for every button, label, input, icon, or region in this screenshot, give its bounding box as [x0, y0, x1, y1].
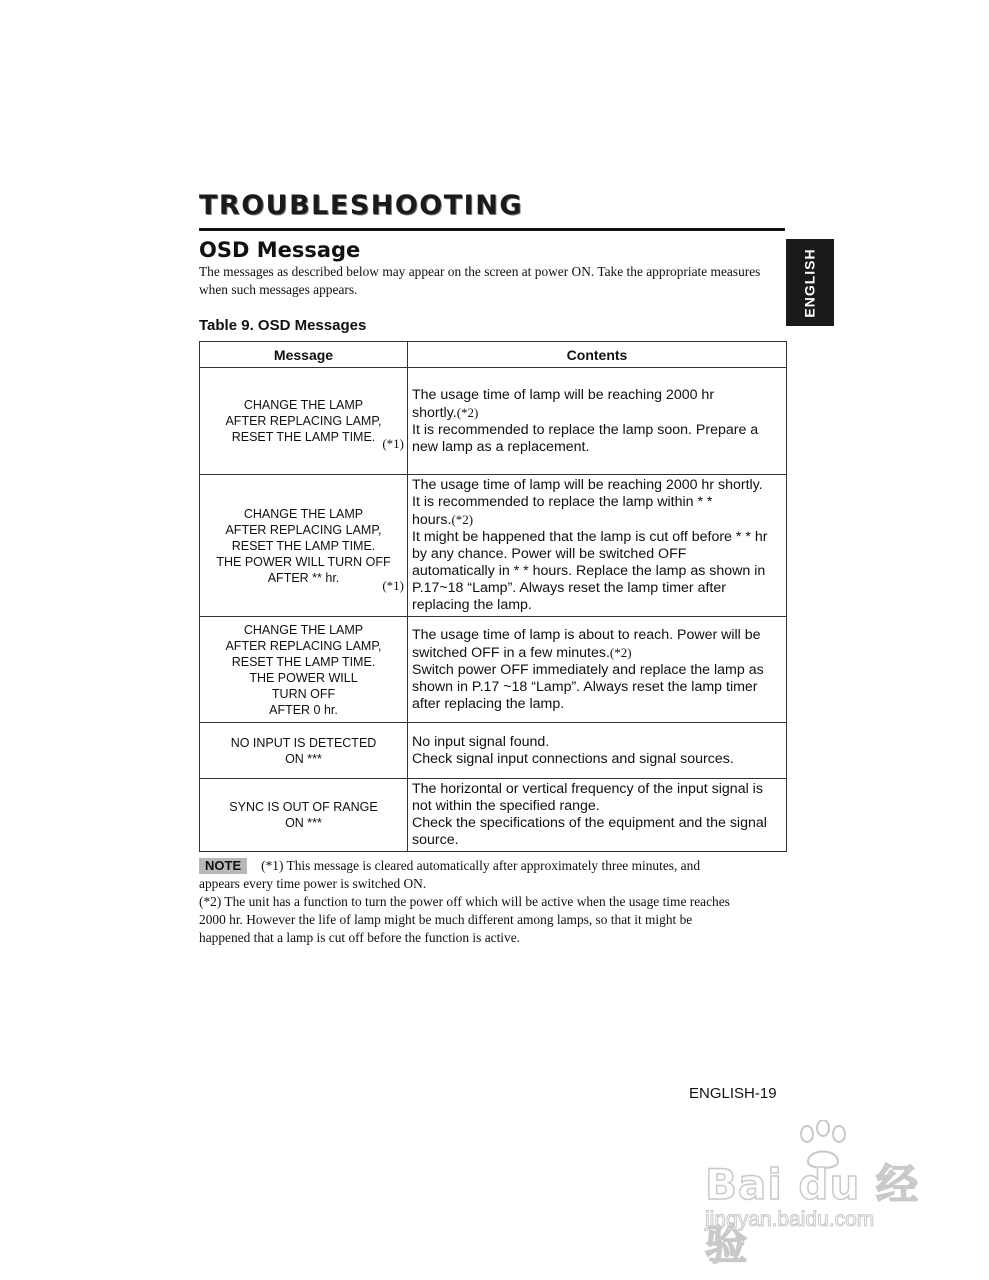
- message-line: AFTER REPLACING LAMP,: [225, 414, 382, 428]
- message-line: CHANGE THE LAMP: [243, 398, 364, 412]
- watermark-url: jingyan.baidu.com: [705, 1208, 875, 1231]
- contents-line: The usage time of lamp is about to reach. Power will be: [412, 626, 761, 643]
- message-line: TURN OFF: [271, 686, 336, 701]
- section-title: OSD Message: [199, 238, 361, 262]
- contents-line: No input signal found.: [412, 733, 550, 750]
- footnote-ref: (*2): [609, 644, 632, 660]
- contents-line: shortly.(*2): [412, 404, 479, 421]
- message-line: AFTER REPLACING LAMP,: [225, 522, 382, 537]
- message-line: AFTER ** hr.: [267, 570, 340, 585]
- contents-line: The usage time of lamp will be reaching 2000 hr shortly.: [412, 477, 763, 493]
- contents-line: The horizontal or vertical frequency of the input signal is: [412, 781, 763, 797]
- note-line: happened that a lamp is cut off before the function is active.: [199, 930, 521, 945]
- note-line: appears every time power is switched ON.: [199, 876, 427, 891]
- message-cell: [200, 723, 408, 779]
- contents-line: Check signal input connections and signal sources.: [412, 750, 734, 767]
- contents-line: replacing the lamp.: [412, 597, 532, 613]
- message-line: NO INPUT IS DETECTED: [230, 735, 377, 750]
- contents-line: It is recommended to replace the lamp soon. Prepare a: [412, 421, 759, 438]
- page-number: ENGLISH-19: [689, 1085, 777, 1102]
- table-row: [200, 779, 787, 852]
- message-line: CHANGE THE LAMP: [243, 622, 364, 637]
- column-header-contents: Contents: [408, 342, 787, 368]
- contents-line: P.17~18 “Lamp”. Always reset the lamp timer after: [412, 580, 726, 596]
- contents-cell: [408, 779, 787, 852]
- message-line: THE POWER WILL: [249, 670, 358, 685]
- note-line: (*2) The unit has a function to turn the power off which will be active when the usage time reaches: [199, 894, 730, 909]
- note-line: NOTE (*1) This message is cleared automatically after approximately three minutes, and: [199, 857, 784, 875]
- contents-line: It is recommended to replace the lamp within * *: [412, 494, 713, 510]
- message-line: AFTER REPLACING LAMP,: [225, 638, 382, 653]
- message-cell: [200, 617, 408, 723]
- table-row: [200, 617, 787, 723]
- table-caption: Table 9. OSD Messages: [199, 317, 367, 334]
- contents-line: source.: [412, 832, 459, 848]
- table-row: [200, 475, 787, 617]
- contents-cell: [408, 723, 787, 779]
- message-line: AFTER 0 hr.: [269, 702, 338, 717]
- section-intro: The messages as described below may appear on the screen at power ON. Take the appropriate measures when such messages appears.: [199, 264, 761, 297]
- message-cell: [200, 368, 408, 475]
- contents-cell: [408, 368, 787, 475]
- message-line: RESET THE LAMP TIME.: [231, 654, 376, 669]
- watermark: [705, 1120, 935, 1269]
- contents-line: Switch power OFF immediately and replace the lamp as: [412, 661, 764, 678]
- contents-line: Check the specifications of the equipment and the signal: [412, 815, 767, 831]
- contents-line: hours.(*2): [412, 512, 474, 528]
- language-side-tab-label: ENGLISH: [802, 247, 819, 318]
- message-line: ON ***: [285, 751, 322, 766]
- message-line: THE POWER WILL TURN OFF: [216, 554, 391, 569]
- title-rule: [199, 228, 785, 231]
- contents-line: It might be happened that the lamp is cut off before * * hr: [412, 529, 768, 545]
- footnote-ref: (*1): [382, 578, 404, 593]
- note-line: 2000 hr. However the life of lamp might be much different among lamps, so that it might be: [199, 912, 693, 927]
- footnote-ref: (*1): [382, 436, 404, 451]
- contents-line: shown in P.17 ~18 “Lamp”. Always reset the lamp timer: [412, 678, 758, 695]
- osd-messages-table: [199, 341, 787, 852]
- contents-line: The usage time of lamp will be reaching 2000 hr: [412, 386, 715, 403]
- contents-line: automatically in * * hours. Replace the lamp as shown in: [412, 563, 766, 579]
- contents-cell: [408, 617, 787, 723]
- page-title: TROUBLESHOOTING: [199, 190, 523, 221]
- message-cell: [200, 779, 408, 852]
- contents-line: new lamp as a replacement.: [412, 438, 590, 455]
- message-line: RESET THE LAMP TIME.: [231, 538, 376, 553]
- message-line: ON ***: [285, 816, 322, 830]
- note-block: [199, 857, 784, 947]
- footnote-ref: (*2): [456, 404, 479, 420]
- table-row: [200, 368, 787, 475]
- message-line: CHANGE THE LAMP: [243, 506, 364, 521]
- watermark-logo-text: Bai du 经验: [705, 1160, 919, 1269]
- note-badge: NOTE: [199, 858, 247, 874]
- contents-line: after replacing the lamp.: [412, 695, 565, 712]
- contents-line: switched OFF in a few minutes.(*2): [412, 644, 632, 661]
- contents-cell: [408, 475, 787, 617]
- message-line: RESET THE LAMP TIME.: [231, 430, 376, 444]
- language-side-tab: [786, 239, 834, 326]
- contents-line: by any chance. Power will be switched OFF: [412, 546, 687, 562]
- contents-line: not within the specified range.: [412, 798, 600, 814]
- message-line: SYNC IS OUT OF RANGE: [229, 800, 378, 814]
- table-header-row: [200, 342, 787, 368]
- column-header-message: Message: [200, 342, 408, 368]
- table-row: [200, 723, 787, 779]
- message-cell: [200, 475, 408, 617]
- footnote-ref: (*2): [451, 512, 474, 527]
